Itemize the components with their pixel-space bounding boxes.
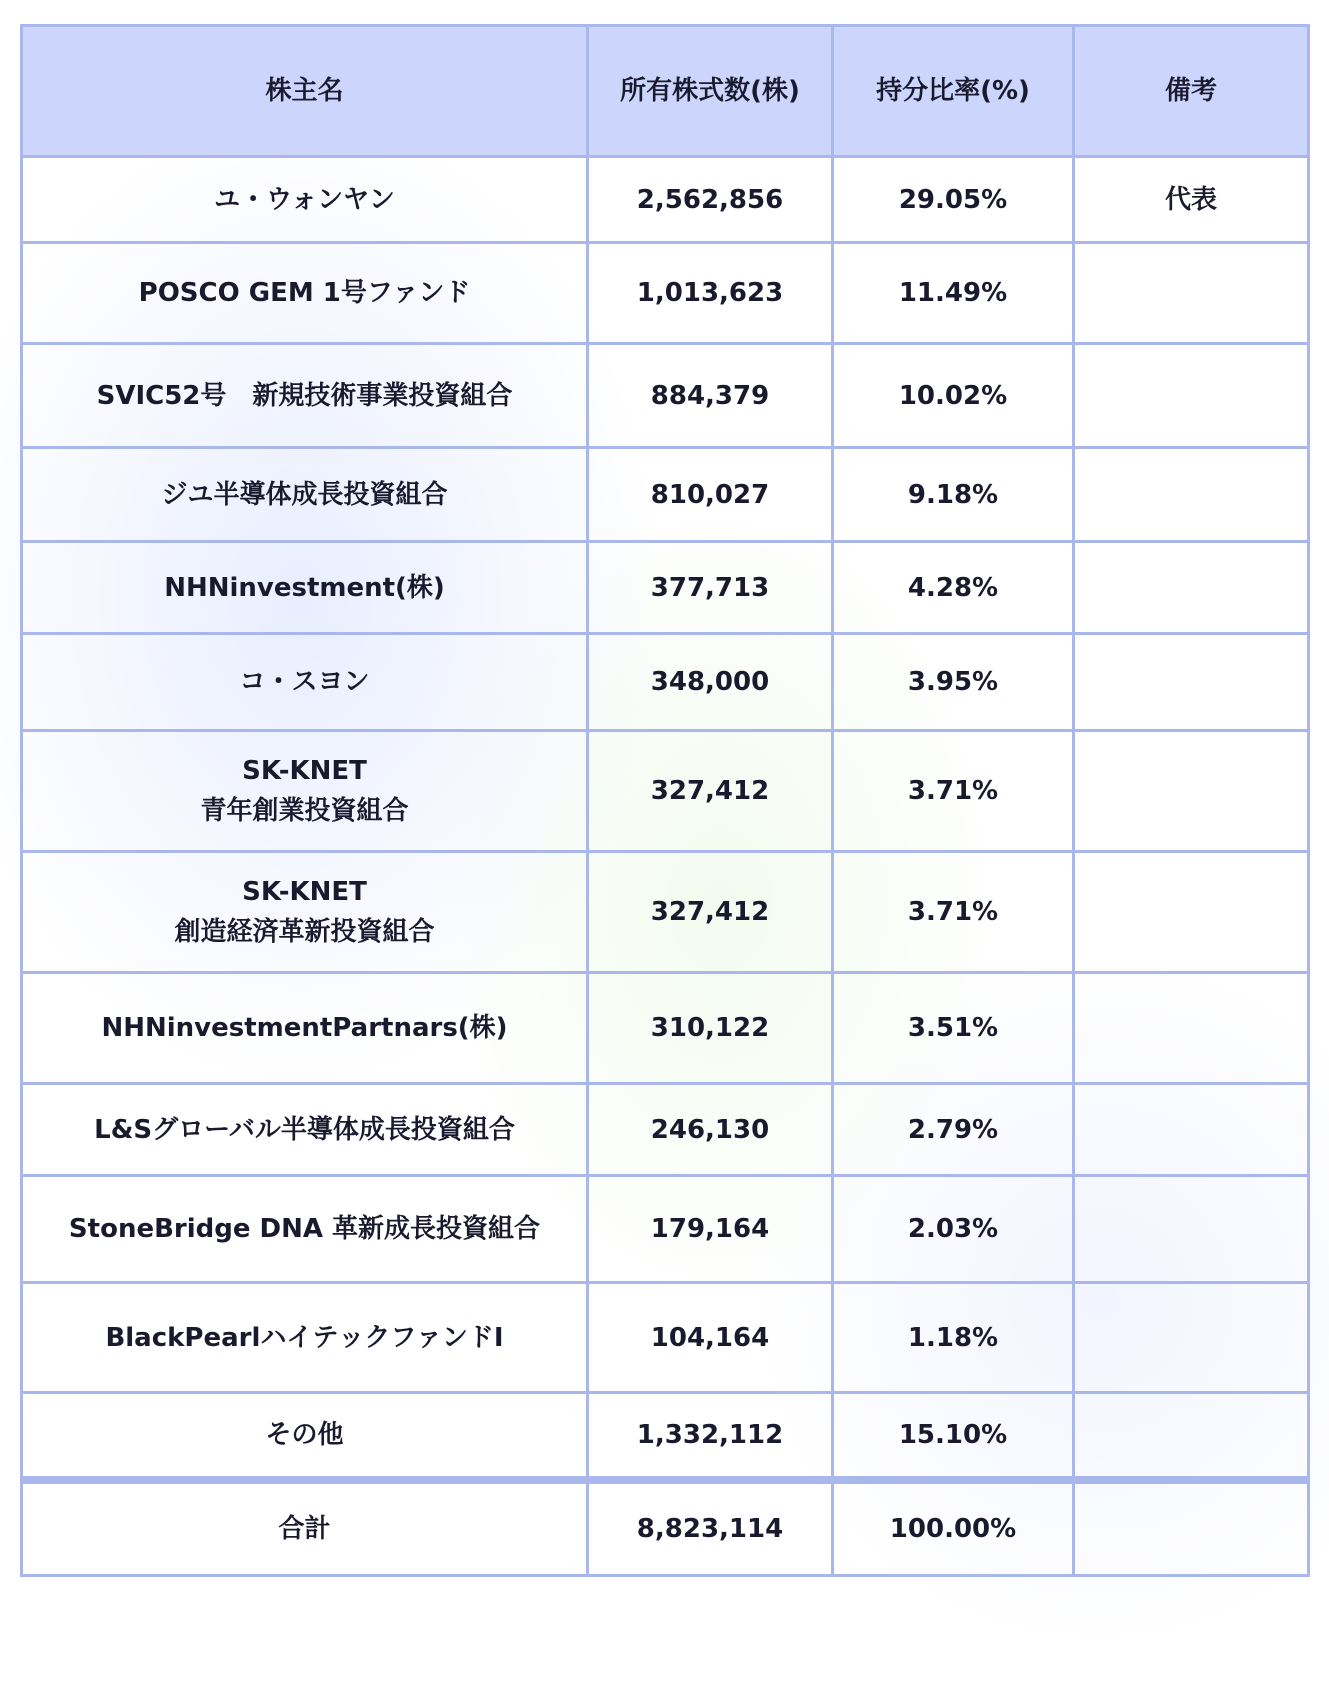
cell-name: コ・スヨン [22,634,588,731]
cell-ratio: 2.79% [833,1084,1074,1176]
total-note [1074,1480,1309,1576]
cell-note [1074,542,1309,634]
cell-shares: 1,332,112 [588,1393,833,1480]
cell-shares: 810,027 [588,448,833,542]
table-row [22,634,1309,731]
table-row [22,157,1309,243]
cell-shares: 1,013,623 [588,243,833,344]
cell-shares: 348,000 [588,634,833,731]
total-row [22,1480,1309,1576]
cell-ratio: 9.18% [833,448,1074,542]
table-row [22,852,1309,973]
total-ratio: 100.00% [833,1480,1074,1576]
cell-name: ユ・ウォンヤン [22,157,588,243]
cell-note [1074,448,1309,542]
cell-note [1074,344,1309,448]
table-row [22,1176,1309,1283]
table-row [22,1393,1309,1480]
cell-ratio: 2.03% [833,1176,1074,1283]
cell-name: NHNinvestment(株) [22,542,588,634]
cell-ratio: 3.71% [833,731,1074,852]
cell-ratio: 29.05% [833,157,1074,243]
cell-shares: 104,164 [588,1283,833,1393]
cell-ratio: 11.49% [833,243,1074,344]
cell-ratio: 10.02% [833,344,1074,448]
cell-note [1074,1393,1309,1480]
cell-name-line1: SK-KNET [242,756,367,786]
cell-name: SVIC52号 新規技術事業投資組合 [22,344,588,448]
cell-name: ジユ半導体成長投資組合 [22,448,588,542]
cell-shares: 884,379 [588,344,833,448]
cell-name: L&Sグローバル半導体成長投資組合 [22,1084,588,1176]
cell-shares: 327,412 [588,731,833,852]
cell-ratio: 1.18% [833,1283,1074,1393]
cell-name-line2: 創造経済革新投資組合 [174,917,435,947]
cell-note [1074,634,1309,731]
cell-note: 代表 [1074,157,1309,243]
shareholder-table [20,24,1310,1577]
cell-ratio: 4.28% [833,542,1074,634]
table-row [22,448,1309,542]
cell-note [1074,852,1309,973]
cell-name-line2: 青年創業投資組合 [200,796,409,826]
total-label: 合計 [22,1480,588,1576]
cell-ratio: 15.10% [833,1393,1074,1480]
cell-ratio: 3.51% [833,973,1074,1084]
cell-name: その他 [22,1393,588,1480]
cell-name: NHNinvestmentPartnars(株) [22,973,588,1084]
cell-note [1074,1176,1309,1283]
cell-name: StoneBridge DNA 革新成長投資組合 [22,1176,588,1283]
header-shareholder-name: 株主名 [22,26,588,157]
table-row [22,973,1309,1084]
cell-note [1074,1084,1309,1176]
table-row [22,1283,1309,1393]
cell-name [22,852,588,973]
cell-note [1074,731,1309,852]
cell-ratio: 3.95% [833,634,1074,731]
header-shares: 所有株式数(株) [588,26,833,157]
header-ratio: 持分比率(%) [833,26,1074,157]
table-row [22,243,1309,344]
cell-shares: 377,713 [588,542,833,634]
header-note: 備考 [1074,26,1309,157]
cell-note [1074,973,1309,1084]
cell-shares: 246,130 [588,1084,833,1176]
table-row [22,731,1309,852]
table-row [22,344,1309,448]
cell-ratio: 3.71% [833,852,1074,973]
total-shares: 8,823,114 [588,1480,833,1576]
cell-shares: 179,164 [588,1176,833,1283]
cell-name: POSCO GEM 1号ファンド [22,243,588,344]
cell-shares: 2,562,856 [588,157,833,243]
table-row [22,542,1309,634]
cell-shares: 327,412 [588,852,833,973]
cell-name-line1: SK-KNET [242,877,367,907]
cell-shares: 310,122 [588,973,833,1084]
cell-note [1074,243,1309,344]
cell-name [22,731,588,852]
cell-note [1074,1283,1309,1393]
table-header-row [22,26,1309,157]
cell-name: BlackPearlハイテックファンドI [22,1283,588,1393]
table-row [22,1084,1309,1176]
